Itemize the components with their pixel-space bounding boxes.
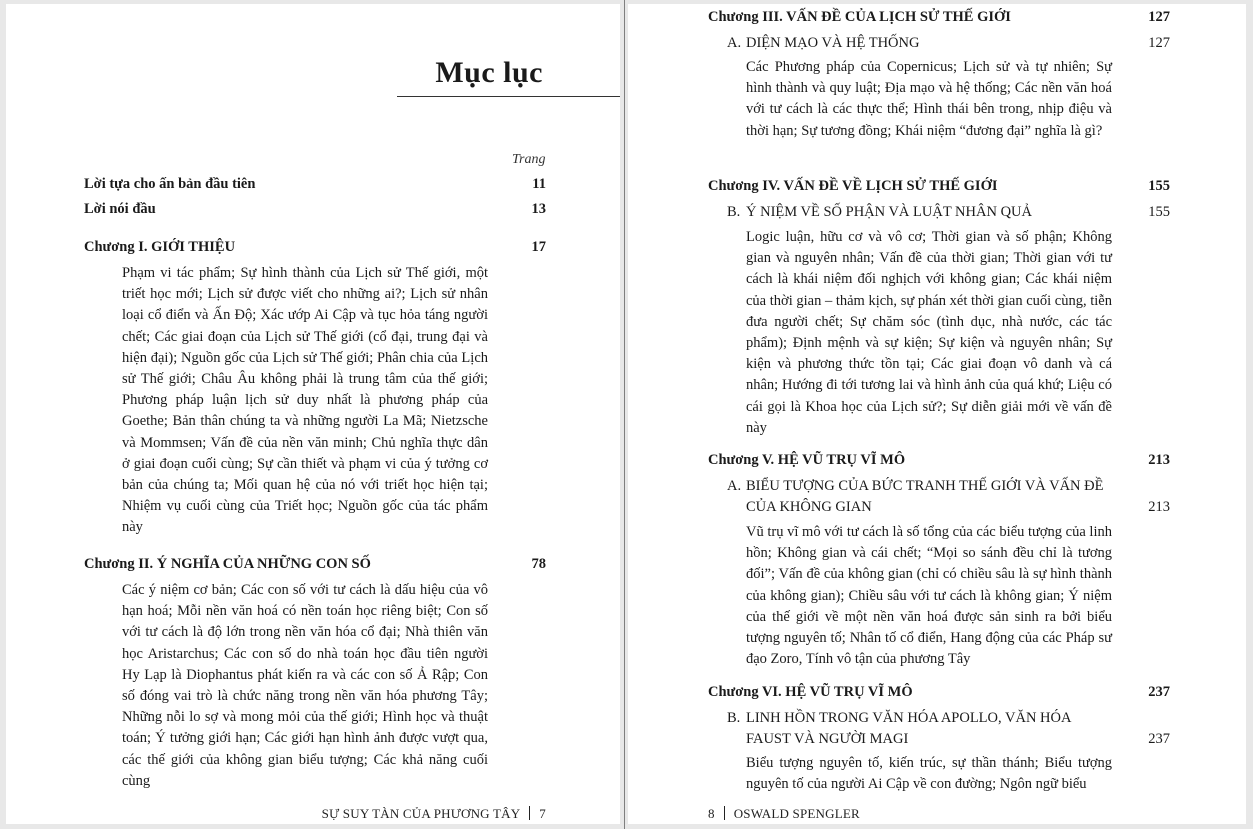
section-page: 127 xyxy=(1148,35,1170,51)
toc-chapter-6[interactable] xyxy=(708,684,1170,701)
chapter-page: 17 xyxy=(531,239,546,255)
author-name: OSWALD SPENGLER xyxy=(733,806,860,821)
chapter-2-description: Các ý niệm cơ bản; Các con số với tư cách là dấu hiệu của vô hạn hoá; Mỗi nền văn hoá có nền toán học riêng biệt; Con số với tư cách là độ lớn trong nền văn hóa cổ đại; Nhà thiên văn học Aristarchus; Các con số do nhà toán học đầu tiên người Hy Lạp là Diophantus phát kiến ra và các con số Ả Rập; Con số đóng vai trò là chức năng trong nền văn hóa phương Tây; Những nỗi lo sợ và mong mỏi của thế giới; Hình học và thuật toán; Ý tưởng giới hạn; Các giới hạn hình ảnh được vượt qua, các thế giới của không gian biểu tượng; Các khả năng cuối cùng xyxy=(122,582,488,789)
toc-entry-preface-first-edition[interactable] xyxy=(84,176,546,193)
toc-section-6b[interactable] xyxy=(727,708,1170,750)
chapter-6-description: Biểu tượng nguyên tố, kiến trúc, sự thần thánh; Biểu tượng nguyên tố của người Ai Cập về con đường; Ngôn ngữ biểu xyxy=(746,755,1112,793)
toc-section-4b[interactable] xyxy=(727,202,1170,223)
page-number: 7 xyxy=(539,806,546,821)
chapter-page: 155 xyxy=(1148,178,1170,194)
page-number: 8 xyxy=(708,806,715,821)
page-title: Mục lục xyxy=(435,56,543,89)
toc-chapter-5[interactable] xyxy=(708,452,1170,469)
book-title: SỰ SUY TÀN CỦA PHƯƠNG TÂY xyxy=(321,806,521,821)
running-footer xyxy=(322,806,546,822)
toc-chapter-2[interactable] xyxy=(84,556,546,573)
footer-separator xyxy=(724,806,725,820)
toc-section-5a[interactable] xyxy=(727,476,1170,518)
running-footer xyxy=(708,806,860,822)
section-title: LINH HỒN TRONG VĂN HÓA APOLLO, VĂN HÓA FAUST VÀ NGƯỜI MAGI xyxy=(746,710,1071,747)
section-letter: B. xyxy=(727,710,741,726)
chapter-page: 237 xyxy=(1148,684,1170,700)
toc-chapter-3[interactable] xyxy=(708,9,1170,26)
section-letter: B. xyxy=(727,204,741,220)
toc-chapter-1[interactable] xyxy=(84,239,546,256)
chapter-page: 78 xyxy=(531,556,546,572)
chapter-title: Chương V. HỆ VŨ TRỤ VĨ MÔ xyxy=(708,452,906,468)
title-divider xyxy=(397,96,620,97)
section-title: Ý NIỆM VỀ SỐ PHẬN VÀ LUẬT NHÂN QUẢ xyxy=(746,204,1032,220)
chapter-5-description: Vũ trụ vĩ mô với tư cách là số tổng của các biểu tượng của linh hồn; Không gian và cái chết; “Mọi so sánh đều chỉ là tương đối”; Vấn đề của không gian (chỉ có chiều sâu là sự hình thành của không gian); Chiều sâu với tư cách là không gian; Ý niệm của thế giới về một nền văn hoá được sản sinh ra bởi biểu tượng nguyên tố; Nhân tố cổ điển, Hang động của các Pháp sư đạo Zoro, Tính vô tận của phương Tây xyxy=(746,524,1112,668)
section-page: 237 xyxy=(1148,731,1170,747)
chapter-title: Chương III. VẤN ĐỀ CỦA LỊCH SỬ THẾ GIỚI xyxy=(708,9,1011,25)
chapter-1-description: Phạm vi tác phẩm; Sự hình thành của Lịch sử Thế giới, một triết học mới; Lịch sử được viết cho những ai?; Lịch sử nhân loại cổ điển và Ấn Độ; Xác ướp Ai Cập và tục hỏa táng người chết; Các giai đoạn của Lịch sử Thế giới (cổ đại, trung đại và hiện đại); Nguồn gốc của Lịch sử Thế giới; Phân chia của Lịch sử Thế giới; Châu Âu không phải là trung tâm của thế giới; Phương pháp luận lịch sử duy nhất là phương pháp của Goethe; Bản thân chúng ta và những người La Mã; Nietzsche và Mommsen; Vấn đề của nền văn minh; Chủ nghĩa thực dân ở giai đoạn cuối cùng; Sự cần thiết và phạm vi của ý tưởng cơ bản của chúng ta; Mối quan hệ của nó với triết học hiện tại; Nhiệm vụ cuối cùng của Triết học; Nguồn gốc của tác phẩm này xyxy=(122,265,488,536)
toc-chapter-4[interactable] xyxy=(708,178,1170,195)
footer-separator xyxy=(529,806,530,820)
toc-entry-foreword[interactable] xyxy=(84,201,546,218)
page-gutter xyxy=(624,0,625,829)
section-letter: A. xyxy=(727,35,742,51)
chapter-title: Chương VI. HỆ VŨ TRỤ VĨ MÔ xyxy=(708,684,913,700)
page-column-header: Trang xyxy=(512,152,546,167)
toc-entry-label: Lời tựa cho ấn bản đầu tiên xyxy=(84,176,256,192)
toc-entry-label: Lời nói đầu xyxy=(84,201,156,217)
chapter-title: Chương IV. VẤN ĐỀ VỀ LỊCH SỬ THẾ GIỚI xyxy=(708,178,998,194)
section-page: 155 xyxy=(1148,204,1170,220)
section-title: DIỆN MẠO VÀ HỆ THỐNG xyxy=(746,35,920,51)
toc-section-3a[interactable] xyxy=(727,33,1170,54)
toc-entry-page: 13 xyxy=(531,201,546,217)
chapter-title: Chương I. GIỚI THIỆU xyxy=(84,239,236,255)
toc-entry-page: 11 xyxy=(532,176,546,192)
right-page xyxy=(628,4,1246,824)
chapter-title: Chương II. Ý NGHĨA CỦA NHỮNG CON SỐ xyxy=(84,556,371,572)
chapter-page: 213 xyxy=(1148,452,1170,468)
chapter-4-description: Logic luận, hữu cơ và vô cơ; Thời gian và số phận; Không gian và nguyên nhân; Vấn đề của thời gian; Thời gian với tư cách là khái niệm đối nghịch với không gian; Các khái niệm của thời gian – thảm kịch, sự phán xét thời gian cuối cùng, tiễn đưa người chết; Sự chăm sóc (tình dục, nhà nước, các tác phẩm); Định mệnh và sự kiện; Sự kiện và nguyên nhân; Sự kiện và phương thức tồn tại; Các giai đoạn vô danh và cá nhân; Hướng đi tới tương lai và hình ảnh của quá khứ; Liệu có cái gọi là Khoa học của Lịch sử?; Sự diễn giải mới về vấn đề này xyxy=(746,229,1112,436)
section-letter: A. xyxy=(727,478,742,494)
section-page: 213 xyxy=(1148,499,1170,515)
chapter-3-description: Các Phương pháp của Copernicus; Lịch sử và tự nhiên; Sự hình thành và quy luật; Địa mạo và hệ thống; Các nền văn hoá với tư cách là các thực thể; Hình thái bên trong, nhịp điệu và thời hạn; Sự tương đồng; Khái niệm “đương đại” nghĩa là gì? xyxy=(746,59,1112,139)
chapter-page: 127 xyxy=(1148,9,1170,25)
section-title: BIỂU TƯỢNG CỦA BỨC TRANH THẾ GIỚI VÀ VẤN ĐỀ CỦA KHÔNG GIAN xyxy=(746,478,1104,515)
left-page xyxy=(6,4,620,824)
